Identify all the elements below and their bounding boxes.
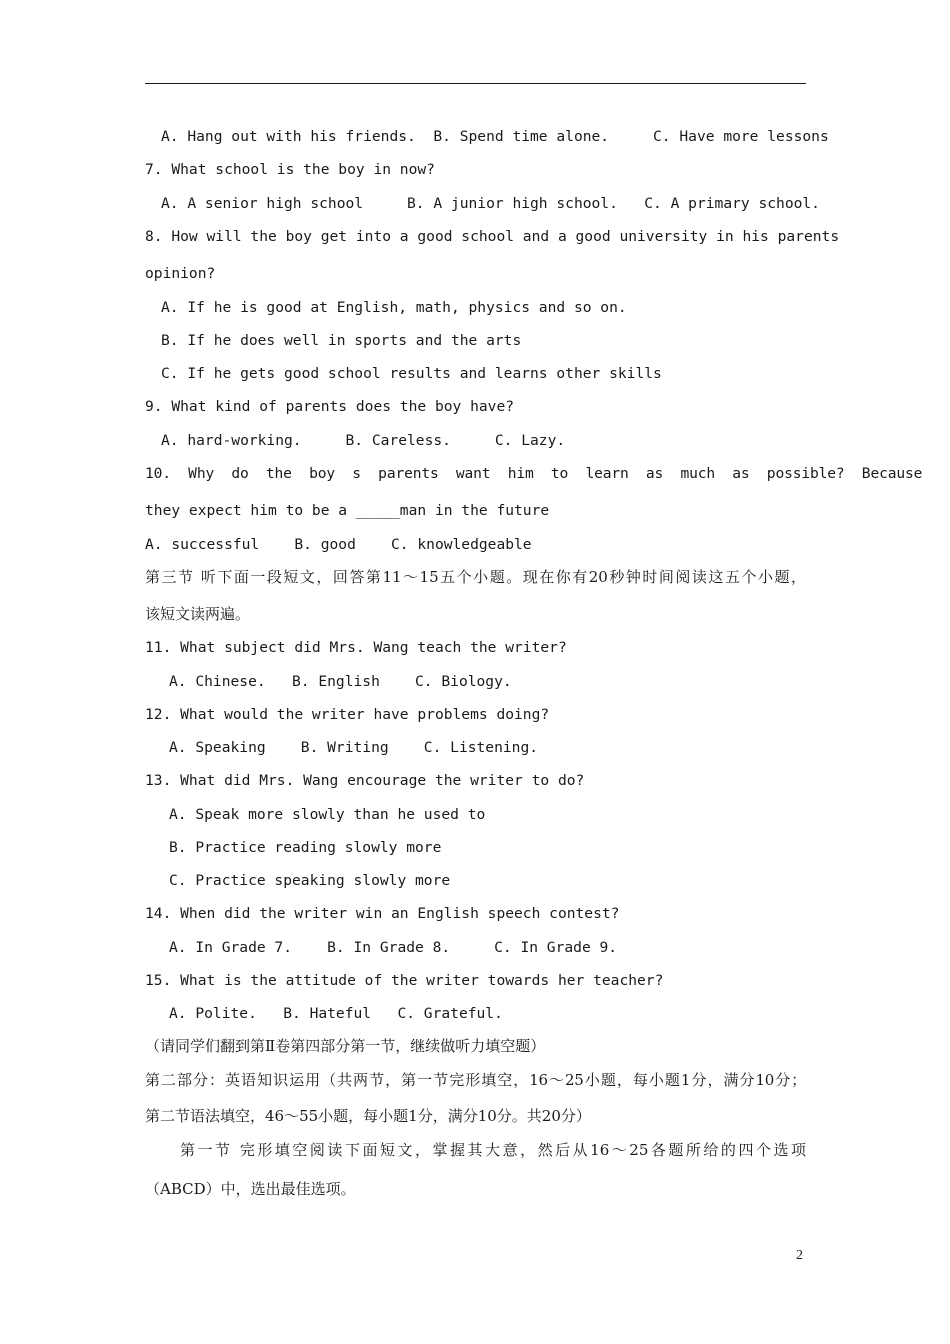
listening-note: （请同学们翻到第Ⅱ卷第四部分第一节，继续做听力填空题） (145, 1037, 546, 1055)
q10-options: A. successful B. good C. knowledgeable (145, 536, 532, 553)
q6-options: A. Hang out with his friends. B. Spend time alone. C. Have more lessons (161, 128, 829, 145)
q15-question: 15. What is the attitude of the writer towards her teacher? (145, 972, 664, 989)
q8-question-line1: 8. How will the boy get into a good school and a good university in his parents (145, 228, 840, 245)
q12-question: 12. What would the writer have problems doing? (145, 706, 550, 723)
q8-option-a: A. If he is good at English, math, physics and so on. (161, 299, 627, 316)
q13-option-c: C. Practice speaking slowly more (169, 872, 451, 889)
q14-options: A. In Grade 7. B. In Grade 8. C. In Grade 9. (169, 939, 618, 956)
q11-question: 11. What subject did Mrs. Wang teach the writer? (145, 639, 567, 656)
q13-question: 13. What did Mrs. Wang encourage the writer to do? (145, 772, 585, 789)
page-number: 2 (796, 1248, 803, 1263)
q13-option-a: A. Speak more slowly than he used to (169, 806, 486, 823)
section3-instruction-line1: 第三节 听下面一段短文，回答第11～15五个小题。现在你有20秒钟时间阅读这五个小题， (145, 568, 806, 586)
q13-option-b: B. Practice reading slowly more (169, 839, 442, 856)
q9-question: 9. What kind of parents does the boy have? (145, 398, 515, 415)
part2-heading-line1: 第二部分：英语知识运用（共两节，第一节完形填空，16～25小题，每小题1分，满分10分； (145, 1071, 806, 1089)
q10-question-line2: they expect him to be a _____man in the future (145, 502, 550, 519)
section3-instruction-line2: 该短文读两遍。 (145, 605, 251, 623)
q8-question-line2: opinion? (145, 265, 216, 282)
section1-instruction-line2: （ABCD）中，选出最佳选项。 (145, 1180, 356, 1198)
q11-options: A. Chinese. B. English C. Biology. (169, 673, 512, 690)
q12-options: A. Speaking B. Writing C. Listening. (169, 739, 539, 756)
header-rule (145, 83, 806, 84)
q7-question: 7. What school is the boy in now? (145, 161, 435, 178)
q8-option-b: B. If he does well in sports and the arts (161, 332, 522, 349)
q7-options: A. A senior high school B. A junior high school. C. A primary school. (161, 195, 820, 212)
q15-options: A. Polite. B. Hateful C. Grateful. (169, 1005, 503, 1022)
q10-question-line1: 10. Why do the boy s parents want him to learn as much as possible? Because (145, 465, 923, 482)
section1-instruction-line1: 第一节 完形填空阅读下面短文，掌握其大意，然后从16～25各题所给的四个选项 (145, 1141, 806, 1159)
q14-question: 14. When did the writer win an English speech contest? (145, 905, 620, 922)
q9-options: A. hard-working. B. Careless. C. Lazy. (161, 432, 566, 449)
q8-option-c: C. If he gets good school results and learns other skills (161, 365, 662, 382)
part2-heading-line2: 第二节语法填空，46～55小题，每小题1分，满分10分。共20分） (145, 1107, 591, 1125)
